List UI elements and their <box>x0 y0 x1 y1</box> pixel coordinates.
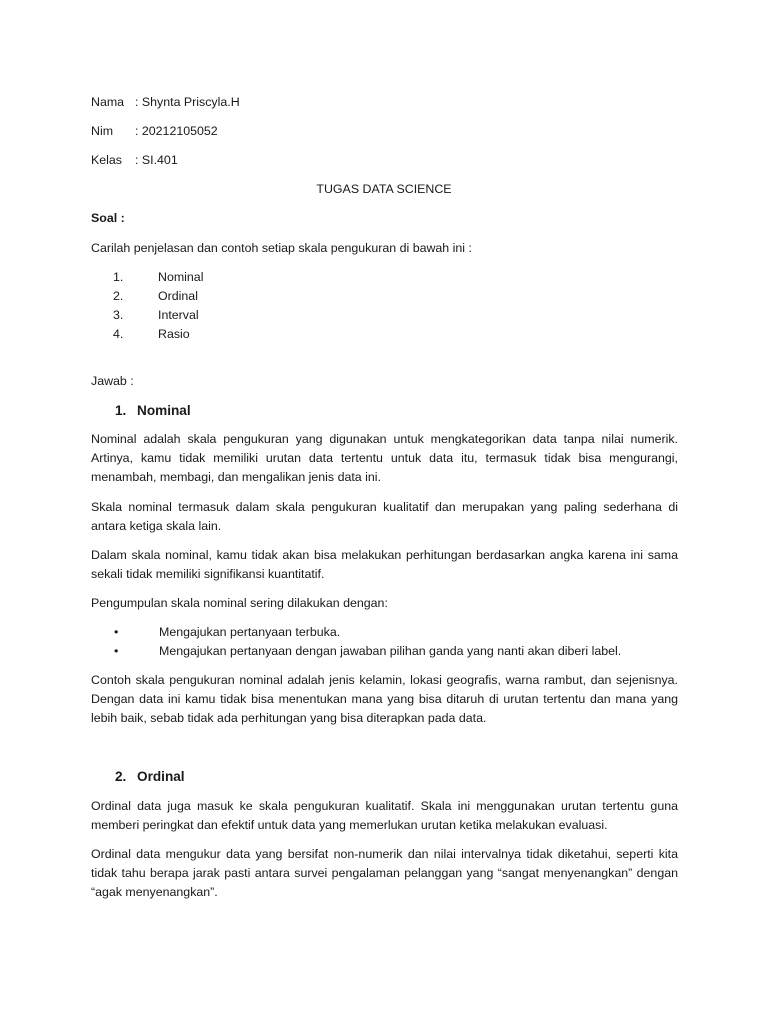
bullet-icon: • <box>114 625 119 639</box>
nominal-paragraph-1: Nominal adalah skala pengukuran yang digunakan untuk mengkategorikan data tanpa nilai numerik. Artinya, kamu tidak memiliki urutan data tertentu untuk data itu, termasuk tidak bisa mengurangi, menambah, membagi, dan mengalikan jenis data ini. <box>91 432 678 484</box>
nominal-bullet-list <box>114 623 674 661</box>
kelas-row <box>91 151 391 170</box>
list-item: • Mengajukan pertanyaan dengan jawaban pilihan ganda yang nanti akan diberi label. <box>114 642 674 661</box>
kelas-label: Kelas <box>91 153 122 167</box>
nim-row <box>91 122 391 141</box>
list-item: 3. Interval <box>113 308 199 322</box>
nim-label: Nim <box>91 124 114 138</box>
name-row <box>91 93 391 112</box>
nim-value: : 20212105052 <box>135 124 218 138</box>
document-title: TUGAS DATA SCIENCE <box>316 182 452 196</box>
list-item: 1. Nominal <box>113 270 204 284</box>
soal-question: Carilah penjelasan dan contoh setiap skala pengukuran di bawah ini : <box>91 241 472 255</box>
list-item: • Mengajukan pertanyaan terbuka. <box>114 623 674 642</box>
name-label: Nama <box>91 95 125 109</box>
nominal-paragraph-2: Skala nominal termasuk dalam skala pengukuran kualitatif dan merupakan yang paling sederhana di antara ketiga skala lain. <box>91 500 678 533</box>
nominal-paragraph-3: Dalam skala nominal, kamu tidak akan bisa melakukan perhitungan berdasarkan angka karena ini sama sekali tidak memiliki signifikansi kuantitatif. <box>91 548 678 581</box>
name-value: : Shynta Priscyla.H <box>135 95 240 109</box>
nominal-paragraph-4: Pengumpulan skala nominal sering dilakukan dengan: <box>91 596 388 610</box>
list-item: 2. Ordinal <box>113 289 198 303</box>
kelas-value: : SI.401 <box>135 153 178 167</box>
list-item: 4. Rasio <box>113 327 190 341</box>
jawab-label: Jawab : <box>91 374 134 388</box>
document-page: Nama : Shynta Priscyla.H Nim : 20212105052 Kelas : SI.401 TUGAS DATA SCIENCE Soal : Carilah penjelasan dan contoh setiap skala pengukuran di bawah ini : 1. Nominal 2. Ordinal 3. Interval 4. Rasio Jawab : 1. Nominal Nominal adalah skala pengukuran yang digunakan untuk mengkategorikan data tanpa nilai numerik. Artinya, kamu tidak memiliki urutan data tertentu untuk data itu, termasuk tidak bisa mengurangi, menambah, membagi, dan mengalikan jenis data ini. Skala nominal termasuk dalam skala pengukuran kualitatif dan merupakan yang paling sederhana di antara ketiga skala lain. Dalam skala nominal, kamu tidak akan bisa melakukan perhitungan berdasarkan angka karena ini sama sekali tidak memiliki signifikansi kuantitatif. Pengumpulan skala nominal sering dilakukan dengan: • Mengajukan pertanyaan terbuka. • Mengajukan pertanyaan dengan jawaban pilihan ganda yang nanti akan diberi label. Contoh skala pengukuran nominal adalah jenis kelamin, lokasi geografis, warna rambut, dan sejenisnya. Dengan data ini kamu tidak bisa menentukan mana yang bisa ditaruh di urutan tertentu dan mana yang lebih baik, sebab tidak ada perhitungan yang bisa diterapkan pada data. 2. Ordinal Ordinal data juga masuk ke skala pengukuran kualitatif. Skala ini menggunakan urutan tertentu guna memberi peringkat dan efektif untuk data yang memerlukan urutan ketika melakukan evaluasi. Ordinal data mengukur data yang bersifat non-numerik dan nilai intervalnya tidak diketahui, seperti kita tidak tahu berapa jarak pasti antara survei pengalaman pelanggan yang “sangat menyenangkan” dengan “agak menyenangkan”. <box>0 0 768 1024</box>
soal-list <box>113 268 513 344</box>
soal-label: Soal : <box>91 211 125 225</box>
ordinal-paragraph-2: Ordinal data mengukur data yang bersifat non-numerik dan nilai intervalnya tidak diketahui, seperti kita tidak tahu berapa jarak pasti antara survei pengalaman pelanggan yang “sangat menyenangkan” dengan “agak menyenangkan”. <box>91 847 678 899</box>
nominal-paragraph-5: Contoh skala pengukuran nominal adalah jenis kelamin, lokasi geografis, warna rambut, dan sejenisnya. Dengan data ini kamu tidak bisa menentukan mana yang bisa ditaruh di urutan tertentu dan mana yang lebih baik, sebab tidak ada perhitungan yang bisa diterapkan pada data. <box>91 673 678 725</box>
bullet-icon: • <box>114 644 119 658</box>
ordinal-paragraph-1: Ordinal data juga masuk ke skala pengukuran kualitatif. Skala ini menggunakan urutan tertentu guna memberi peringkat dan efektif untuk data yang memerlukan urutan ketika melakukan evaluasi. <box>91 799 678 832</box>
